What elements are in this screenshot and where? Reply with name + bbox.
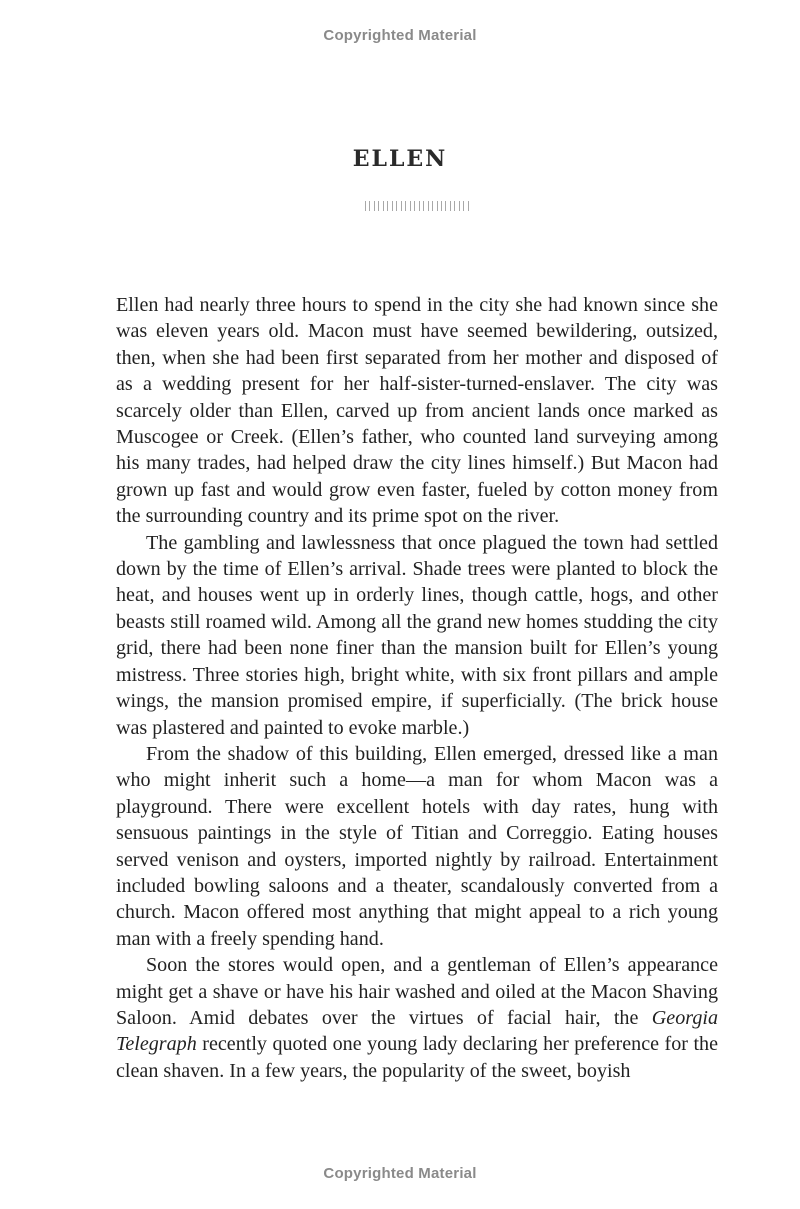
chapter-ornament: [365, 201, 469, 211]
paragraph-4-text-before: Soon the stores would open, and a gentleman of Ellen’s appearance might get a shave or have his hair washed and oiled at the Macon Shaving Saloon. Amid debates over the virtues of facial hair, the: [116, 954, 718, 1029]
chapter-body: [116, 292, 718, 1084]
paragraph-2: The gambling and lawlessness that once plagued the town had settled down by the time of Ellen’s arrival. Shade trees were planted to block the heat, and houses went up in orderly lines, though cattle, hogs, and other beasts still roamed wild. Among all the grand new homes studding the city grid, there had been none finer than the mansion built for Ellen’s young mistress. Three stories high, bright white, with six front pillars and ample wings, the mansion promised empire, if superficially. (The brick house was plastered and painted to evoke marble.): [116, 531, 718, 739]
paragraph-3: From the shadow of this building, Ellen emerged, dressed like a man who might inherit such a home—a man for whom Macon was a playground. There were excellent hotels with day rates, hung with sensuous paintings in the style of Titian and Correggio. Eating houses served venison and oysters, imported nightly by railroad. Entertainment included bowling saloons and a theater, scandalously converted from a church. Macon offered most anything that might appeal to a rich young man with a freely spending hand.: [116, 742, 718, 950]
copyright-watermark-top: Copyrighted Material: [323, 27, 477, 44]
newspaper-title: Georgia Telegraph: [116, 1006, 718, 1056]
paragraph-4: [116, 952, 718, 1084]
paragraph-1: Ellen had nearly three hours to spend in the city she had known since she was eleven years old. Macon must have seemed bewildering, outsized, then, when she had been first separated from her mother and disposed of as a wedding present for her half-sister-turned-enslaver. The city was scarcely older than Ellen, carved up from ancient lands once marked as Muscogee or Creek. (Ellen’s father, who counted land surveying among his many trades, had helped draw the city lines himself.) But Macon had grown up fast and would grow even faster, fueled by cotton money from the surrounding country and its prime spot on the river.: [116, 294, 718, 528]
copyright-watermark-bottom: Copyrighted Material: [323, 1165, 477, 1182]
paragraph-4-text-after: recently quoted one young lady declaring her preference for the clean shaven. In a few years, the popularity of the sweet, boyish: [116, 1033, 718, 1082]
chapter-title: ELLEN: [352, 146, 448, 172]
